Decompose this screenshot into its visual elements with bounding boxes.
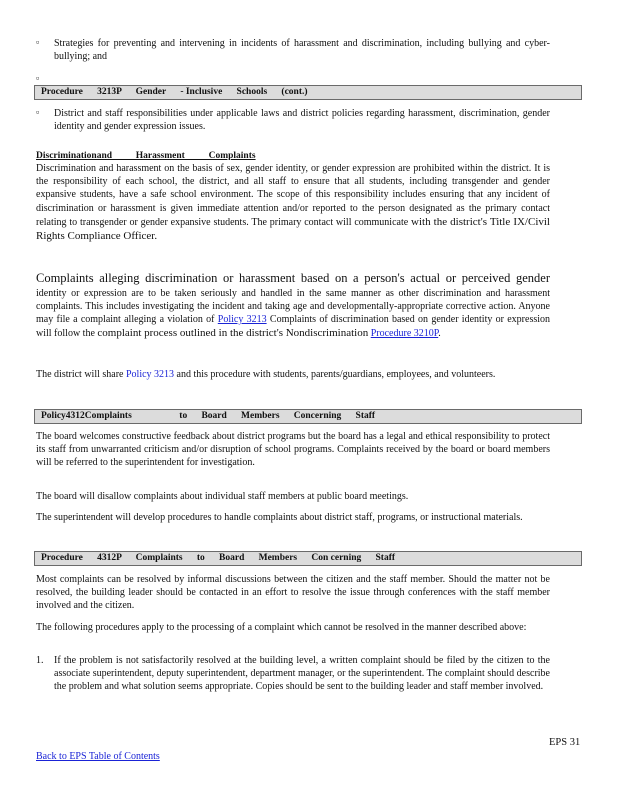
discrimination-tail: with the district's Title IX/Civil Rights Compliance Officer.	[36, 215, 550, 243]
page-number: EPS 31	[549, 737, 581, 748]
share-post: and this procedure with students, parents/guardians, employees, and volunteers.	[176, 369, 496, 380]
procedure-paragraph-2: The following procedures apply to the processing of a complaint which cannot be resolved in the manner described above:	[36, 622, 527, 633]
square-bullet-icon: ▫	[36, 107, 40, 117]
complaints-tail: complaint process outlined in the district's Nondiscrimination	[97, 327, 369, 340]
procedure-paragraph-1: Most complaints can be resolved by informal discussions between the citizen and the staff member. Should the matter not be resolved, the building leader should be contacted in an effort to resolve the issue through conferences with the staff member involved and the citizen.	[36, 574, 550, 612]
share-pre: The district will share	[36, 369, 124, 380]
complaints-end: .	[438, 328, 441, 340]
policy-3213-share-link[interactable]: Policy 3213	[125, 369, 175, 380]
bullet-responsibilities: District and staff responsibilities under applicable laws and district policies regarding harassment, discrimination, gender identity and gender expression issues.	[54, 108, 550, 133]
bullet-strategies: Strategies for preventing and intervening in incidents of harassment and discrimination, including bullying and cyber-bullying; and	[54, 38, 550, 63]
complaints-paragraph	[36, 270, 550, 341]
policy-3213-link[interactable]: Policy 3213	[217, 313, 267, 325]
discrimination-text: Discrimination and harassment on the basis of sex, gender identity, or gender expression are prohibited within the district. It is the responsibility of each school, the district, and all staff to ensure that all students, including transgender and gender expansive students, have a safe school environment. The scope of this responsibility includes ensuring that any incident of discrimination or harassment is given immediate attention and/or reported to the person designated as the primary contact relating to transgender or gender expansive students. The primary contact will communicate	[36, 163, 550, 228]
list-number: 1.	[36, 655, 44, 666]
board-paragraph-3: The superintendent will develop procedures to handle complaints about district staff, programs, or instructional materials.	[36, 512, 523, 523]
procedure-3210p-link[interactable]: Procedure 3210P	[370, 328, 439, 340]
section-band-procedure-4312p: Procedure 4312P Complaints to Board Members Con cerning Staff	[34, 551, 582, 566]
section-band-procedure-3213p: Procedure 3213P Gender - Inclusive Schools (cont.)	[34, 85, 582, 100]
share-paragraph	[36, 368, 550, 381]
discrimination-heading: Discriminationand Harassment Complaints	[36, 151, 256, 161]
discrimination-paragraph	[36, 162, 550, 244]
square-bullet-icon: ▫	[36, 73, 40, 83]
board-paragraph-1: The board welcomes constructive feedback about district programs but the board has a legal and ethical responsibility to protect its staff from unwarranted criticism and/or disruption of school programs. Complaints received by the board or board members will be referred to the superintendent for investigation.	[36, 431, 550, 469]
back-to-table-of-contents-link[interactable]: Back to EPS Table of Contents	[36, 751, 160, 762]
square-bullet-icon: ▫	[36, 37, 40, 47]
complaints-mid: Complaints of discrimination based on gender identity or expression will follow the	[36, 313, 551, 340]
section-band-policy-4312: Policy4312Complaints to Board Members Concerning Staff	[34, 409, 582, 424]
complaints-lead: Complaints alleging discrimination or harassment based on a person's actual or perceived gender	[36, 271, 550, 285]
complaints-text: identity or expression are to be taken seriously and handled in the same manner as other discrimination and harassment complaints. This includes investigating the incident and taking age and developmentally-appropriate corrective action. Anyone may file a complaint alleging a violation of	[36, 287, 550, 325]
board-paragraph-2: The board will disallow complaints about individual staff members at public board meetings.	[36, 491, 409, 502]
list-item-1: If the problem is not satisfactorily resolved at the building level, a written complaint should be filed by the citizen to the associate superintendent, deputy superintendent, department manager, or the superintendent. The complaint should describe the problem and what solution seems appropriate. Copies should be sent to the building leader and staff member involved.	[54, 655, 550, 693]
